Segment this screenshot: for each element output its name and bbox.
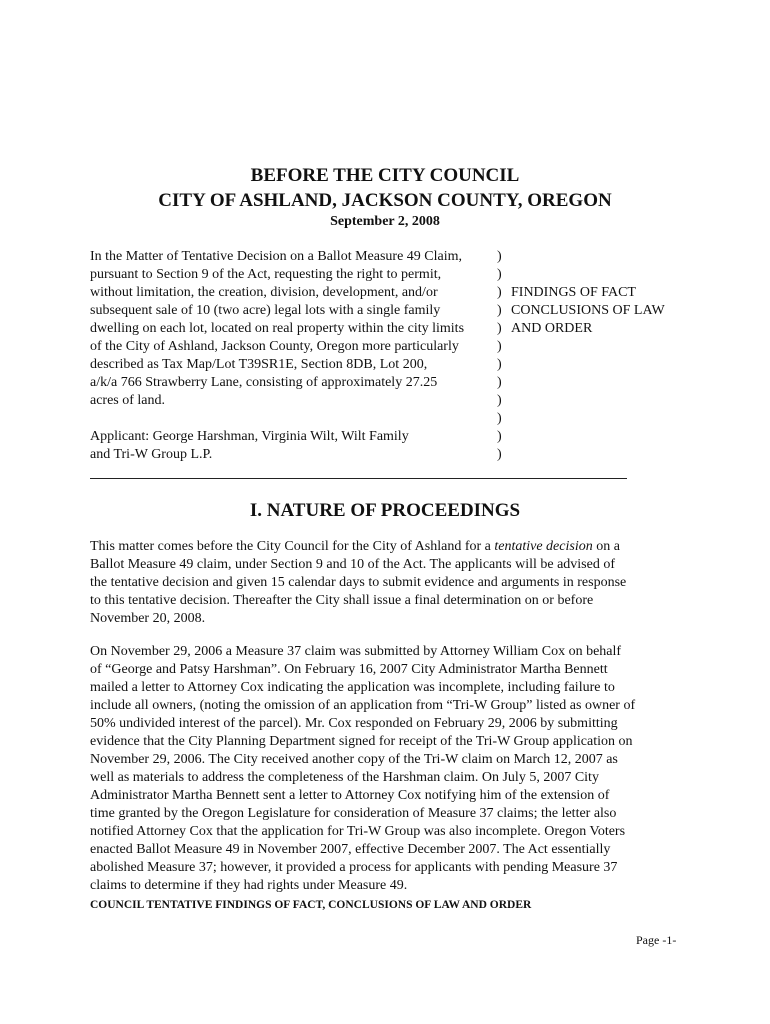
caption-line: described as Tax Map/Lot T39SR1E, Section 8DB, Lot 200, [90, 357, 428, 372]
caption-line: a/k/a 766 Strawberry Lane, consisting of approximately 27.25 [90, 375, 438, 390]
paragraph-line: abolished Measure 37; however, it provided a process for applicants with pending Measure 37 [90, 860, 618, 875]
council-heading: BEFORE THE CITY COUNCIL [250, 165, 520, 186]
caption-line: subsequent sale of 10 (two acre) legal lots with a single family [90, 303, 441, 318]
caption-paren: ) [497, 249, 502, 264]
paragraph-line: enacted Ballot Measure 49 in November 2007, effective December 2007. The Act essentially [90, 842, 611, 857]
section-title: I. NATURE OF PROCEEDINGS [249, 500, 521, 521]
document-date: September 2, 2008 [330, 214, 440, 229]
paragraph-line: include all owners, (noting the omission of an application from “Tri-W Group” listed as owner of [90, 698, 636, 713]
paragraph-line: evidence that the City Planning Department signed for receipt of the Tri-W Group application on [90, 734, 633, 749]
caption-line: and Tri-W Group L.P. [90, 447, 213, 462]
document-type-line: CONCLUSIONS OF LAW [511, 303, 665, 318]
paragraph-1 [90, 538, 690, 628]
footer-title: COUNCIL TENTATIVE FINDINGS OF FACT, CONCLUSIONS OF LAW AND ORDER [90, 899, 532, 911]
caption-line: acres of land. [90, 393, 166, 408]
caption-line: without limitation, the creation, division, development, and/or [90, 285, 438, 300]
paragraph-line: November 20, 2008. [90, 611, 206, 626]
caption-paren: ) [497, 357, 502, 372]
paragraph-line: the tentative decision and given 15 calendar days to submit evidence and arguments in response [90, 575, 627, 590]
caption-paren: ) [497, 447, 502, 462]
caption-divider [90, 478, 627, 479]
caption-paren: ) [497, 393, 502, 408]
document-type-line: AND ORDER [511, 321, 593, 336]
caption-paren: ) [497, 267, 502, 282]
paragraph-line: Ballot Measure 49 claim, under Section 9 and 10 of the Act. The applicants will be advised of [90, 557, 615, 572]
paragraph-line: November 29, 2006. The City received another copy of the Tri-W claim on March 12, 2007 as [90, 752, 618, 767]
emphasis-text: tentative decision [494, 539, 593, 554]
caption-parentheses [497, 248, 502, 464]
caption-paren: ) [497, 303, 502, 318]
caption-line: pursuant to Section 9 of the Act, requesting the right to permit, [90, 267, 442, 282]
paragraph-line: notified Attorney Cox that the application for Tri-W Group was also incomplete. Oregon Voters [90, 824, 626, 839]
document-type [511, 284, 665, 338]
caption-paren: ) [497, 429, 502, 444]
caption-line: dwelling on each lot, located on real property within the city limits [90, 321, 465, 336]
caption-line [90, 410, 510, 428]
paragraph-line: of “George and Patsy Harshman”. On February 16, 2007 City Administrator Martha Bennett [90, 662, 608, 677]
paragraph-line: time granted by the Oregon Legislature for consideration of Measure 37 claims; the letter also [90, 806, 617, 821]
text-run: This matter comes before the City Council for the City of Ashland for a tentative decision on a [90, 539, 620, 554]
paragraph-line [90, 538, 690, 556]
caption-line: In the Matter of Tentative Decision on a Ballot Measure 49 Claim, [90, 249, 462, 264]
paragraph-line: well as materials to address the completeness of the Harshman claim. On July 5, 2007 City [90, 770, 599, 785]
caption-paren: ) [497, 285, 502, 300]
caption-line: of the City of Ashland, Jackson County, Oregon more particularly [90, 339, 459, 354]
paragraph-line: 50% undivided interest of the parcel). Mr. Cox responded on February 29, 2006 by submitting [90, 716, 618, 731]
document-type-line: FINDINGS OF FACT [511, 285, 636, 300]
caption-paren: ) [497, 339, 502, 354]
caption-paren: ) [497, 411, 502, 426]
city-heading: CITY OF ASHLAND, JACKSON COUNTY, OREGON [158, 190, 612, 211]
caption-paren: ) [497, 375, 502, 390]
caption-paren: ) [497, 321, 502, 336]
paragraph-line: to this tentative decision. Thereafter the City shall issue a final determination on or before [90, 593, 594, 608]
paragraph-line: mailed a letter to Attorney Cox indicating the application was incomplete, including failure to [90, 680, 615, 695]
paragraph-line: Administrator Martha Bennett sent a letter to Attorney Cox notifying him of the extension of [90, 788, 610, 803]
paragraph-line: claims to determine if they had rights under Measure 49. [90, 878, 408, 893]
paragraph-line: On November 29, 2006 a Measure 37 claim was submitted by Attorney William Cox on behalf [90, 644, 622, 659]
caption-line: Applicant: George Harshman, Virginia Wilt, Wilt Family [90, 429, 409, 444]
case-caption [90, 248, 510, 464]
paragraph-2 [90, 643, 690, 895]
page-number: Page -1- [636, 933, 677, 947]
